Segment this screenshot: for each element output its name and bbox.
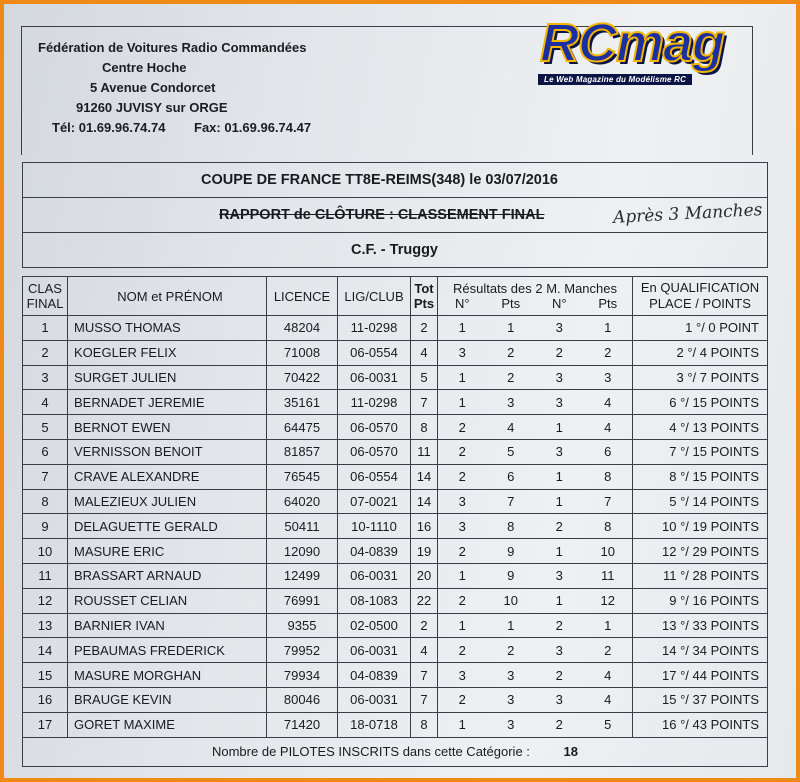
club-cell: 08-1083 — [338, 588, 411, 613]
club-cell: 06-0031 — [338, 638, 411, 663]
footer-label: Nombre de PILOTES INSCRITS dans cette Catégorie : — [211, 744, 530, 760]
total-points-cell: 19 — [411, 539, 438, 564]
event-title: COUPE DE FRANCE TT8E-REIMS(348) le 03/07/2016 — [201, 172, 558, 188]
name-cell: MUSSO THOMAS — [68, 316, 267, 341]
licence-cell: 50411 — [267, 514, 338, 539]
manche2-points: 4 — [604, 419, 612, 435]
table-row — [23, 539, 768, 564]
manche1-points: 5 — [507, 444, 515, 460]
manche1-points: 1 — [507, 617, 515, 633]
manche1-rank: 1 — [458, 717, 466, 733]
manche1-points: 8 — [507, 518, 515, 534]
club-cell: 06-0554 — [338, 464, 411, 489]
manche2-rank: 3 — [555, 692, 563, 708]
results-cell — [438, 563, 633, 588]
table-row — [23, 514, 768, 539]
qualification-cell: 6 °/ 15 POINTS — [633, 390, 768, 415]
manche2-rank: 3 — [555, 369, 563, 385]
total-header: Tot Pts — [411, 277, 438, 316]
results-cell — [438, 712, 633, 737]
total-points-cell: 16 — [411, 514, 438, 539]
manche2-rank: 2 — [555, 667, 563, 683]
results-cell — [438, 514, 633, 539]
manche2-rank: 2 — [555, 345, 563, 361]
licence-cell: 71008 — [267, 340, 338, 365]
manche2-rank: 2 — [555, 617, 563, 633]
total-points-cell: 14 — [411, 464, 438, 489]
tel-number: Tél: 01.69.96.74.74 — [52, 120, 166, 135]
rank-cell: 3 — [23, 365, 68, 390]
manche2-rank: 1 — [555, 419, 563, 435]
qualification-cell: 4 °/ 13 POINTS — [633, 415, 768, 440]
qualification-cell: 12 °/ 29 POINTS — [633, 539, 768, 564]
table-row — [23, 613, 768, 638]
licence-cell: 9355 — [267, 613, 338, 638]
manche1-rank: 2 — [458, 642, 466, 658]
address-line2: 5 Avenue Condorcet — [90, 80, 216, 95]
name-cell: BRAUGE KEVIN — [68, 687, 267, 712]
event-title-row — [23, 163, 767, 198]
licence-cell: 12499 — [267, 563, 338, 588]
rank-cell: 16 — [23, 687, 68, 712]
name-cell: MALEZIEUX JULIEN — [68, 489, 267, 514]
results-cell — [438, 439, 633, 464]
manche2-rank: 3 — [555, 568, 563, 584]
manche2-points: 4 — [604, 394, 612, 410]
rank-cell: 14 — [23, 638, 68, 663]
results-cell — [438, 687, 633, 712]
club-cell: 11-0298 — [338, 316, 411, 341]
results-cell — [438, 539, 633, 564]
manche2-rank: 1 — [555, 543, 563, 559]
manche2-rank: 2 — [555, 518, 563, 534]
rank-cell: 4 — [23, 390, 68, 415]
results-cell — [438, 663, 633, 688]
manche2-rank: 3 — [555, 642, 563, 658]
table-row — [23, 663, 768, 688]
results-cell — [438, 489, 633, 514]
manche2-points: 8 — [604, 469, 612, 485]
qualification-cell: 17 °/ 44 POINTS — [633, 663, 768, 688]
qualification-cell: 3 °/ 7 POINTS — [633, 365, 768, 390]
manche2-rank: 3 — [555, 394, 563, 410]
name-cell: VERNISSON BENOIT — [68, 439, 267, 464]
total-points-cell: 2 — [411, 316, 438, 341]
name-cell: KOEGLER FELIX — [68, 340, 267, 365]
manche1-points: 3 — [507, 394, 515, 410]
name-cell: MASURE ERIC — [68, 539, 267, 564]
manche2-points: 11 — [601, 568, 615, 584]
manche1-rank: 1 — [458, 568, 466, 584]
licence-cell: 81857 — [267, 439, 338, 464]
results-cell — [438, 365, 633, 390]
qualification-cell: 7 °/ 15 POINTS — [633, 439, 768, 464]
qualification-cell: 14 °/ 34 POINTS — [633, 638, 768, 663]
manche2-points: 2 — [604, 345, 612, 361]
name-cell: BRASSART ARNAUD — [68, 563, 267, 588]
name-cell: BERNADET JEREMIE — [68, 390, 267, 415]
qualification-cell: 16 °/ 43 POINTS — [633, 712, 768, 737]
club-cell: 06-0570 — [338, 439, 411, 464]
rcmag-logo — [532, 12, 790, 90]
manche1-rank: 1 — [458, 394, 466, 410]
manche2-points: 7 — [604, 493, 612, 509]
total-points-cell: 7 — [411, 390, 438, 415]
licence-cell: 64475 — [267, 415, 338, 440]
rank-cell: 17 — [23, 712, 68, 737]
rank-cell: 7 — [23, 464, 68, 489]
manche2-points: 4 — [604, 692, 612, 708]
manche2-points: 4 — [604, 667, 612, 683]
manche1-rank: 2 — [458, 543, 466, 559]
club-cell: 11-0298 — [338, 390, 411, 415]
name-cell: MASURE MORGHAN — [68, 663, 267, 688]
total-points-cell: 5 — [411, 365, 438, 390]
qualification-cell: 10 °/ 19 POINTS — [633, 514, 768, 539]
logo-wordmark: RCmag — [540, 13, 725, 73]
club-cell: 06-0554 — [338, 340, 411, 365]
address-line3: 91260 JUVISY sur ORGE — [76, 100, 228, 115]
results-table — [22, 276, 768, 767]
licence-cell: 71420 — [267, 712, 338, 737]
manche2-rank: 2 — [555, 717, 563, 733]
club-cell: 02-0500 — [338, 613, 411, 638]
qualification-cell: 2 °/ 4 POINTS — [633, 340, 768, 365]
rank-header: CLAS FINAL — [23, 277, 68, 316]
manche1-rank: 3 — [458, 345, 466, 361]
qualification-cell: 11 °/ 28 POINTS — [633, 563, 768, 588]
qualification-header: En QUALIFICATION PLACE / POINTS — [633, 277, 768, 316]
manche1-points: 2 — [507, 369, 515, 385]
results-cell — [438, 613, 633, 638]
licence-header: LICENCE — [267, 277, 338, 316]
total-points-cell: 11 — [411, 439, 438, 464]
org-name: Fédération de Voitures Radio Commandées — [38, 40, 307, 55]
manche1-rank: 3 — [458, 518, 466, 534]
manche2-points: 2 — [604, 642, 612, 658]
category-row — [23, 233, 767, 267]
footer-cell — [23, 737, 768, 766]
manche1-points: 7 — [507, 493, 515, 509]
table-row — [23, 563, 768, 588]
club-cell: 06-0031 — [338, 687, 411, 712]
results-cell — [438, 638, 633, 663]
manche2-points: 3 — [604, 369, 612, 385]
results-cell — [438, 415, 633, 440]
manche2-rank: 3 — [555, 320, 563, 336]
licence-cell: 79934 — [267, 663, 338, 688]
name-cell: GORET MAXIME — [68, 712, 267, 737]
results-cell — [438, 588, 633, 613]
qualification-cell: 13 °/ 33 POINTS — [633, 613, 768, 638]
club-cell: 10-1110 — [338, 514, 411, 539]
table-row — [23, 415, 768, 440]
rank-cell: 9 — [23, 514, 68, 539]
manche1-rank: 2 — [458, 469, 466, 485]
total-points-cell: 8 — [411, 415, 438, 440]
licence-cell: 12090 — [267, 539, 338, 564]
results-cell — [438, 390, 633, 415]
licence-cell: 76545 — [267, 464, 338, 489]
manche1-points: 1 — [507, 320, 515, 336]
manche1-points: 3 — [507, 692, 515, 708]
total-points-cell: 8 — [411, 712, 438, 737]
licence-cell: 76991 — [267, 588, 338, 613]
club-cell: 04-0839 — [338, 539, 411, 564]
total-points-cell: 14 — [411, 489, 438, 514]
address-line1: Centre Hoche — [102, 60, 187, 75]
header-row — [23, 277, 768, 316]
table-row — [23, 316, 768, 341]
club-cell: 06-0570 — [338, 415, 411, 440]
footer-row — [23, 737, 768, 766]
table-row — [23, 638, 768, 663]
manche1-rank: 2 — [458, 419, 466, 435]
results-body — [23, 316, 768, 738]
manche1-points: 9 — [507, 568, 515, 584]
manche2-rank: 1 — [555, 493, 563, 509]
manche2-points: 6 — [604, 444, 612, 460]
manche1-points: 6 — [507, 469, 515, 485]
name-cell: BERNOT EWEN — [68, 415, 267, 440]
table-row — [23, 588, 768, 613]
manche2-points: 8 — [604, 518, 612, 534]
qualification-cell: 1 °/ 0 POINT — [633, 316, 768, 341]
licence-cell: 79952 — [267, 638, 338, 663]
rank-cell: 12 — [23, 588, 68, 613]
rank-cell: 2 — [23, 340, 68, 365]
manche1-rank: 1 — [458, 617, 466, 633]
table-row — [23, 340, 768, 365]
manche1-points: 2 — [507, 345, 515, 361]
rank-cell: 6 — [23, 439, 68, 464]
qualification-cell: 5 °/ 14 POINTS — [633, 489, 768, 514]
total-points-cell: 7 — [411, 687, 438, 712]
name-header: NOM et PRÉNOM — [68, 277, 267, 316]
manche1-points: 10 — [503, 593, 518, 609]
manche1-rank: 1 — [458, 320, 466, 336]
handwritten-note: Après 3 Manches — [612, 200, 763, 228]
rank-cell: 13 — [23, 613, 68, 638]
logo-tagline: Le Web Magazine du Modélisme RC — [538, 74, 692, 85]
table-row — [23, 439, 768, 464]
club-cell: 04-0839 — [338, 663, 411, 688]
qualification-cell: 8 °/ 15 POINTS — [633, 464, 768, 489]
title-box — [22, 162, 768, 268]
manche2-rank: 1 — [555, 469, 563, 485]
manche2-points: 5 — [604, 717, 612, 733]
club-cell: 06-0031 — [338, 563, 411, 588]
manche1-rank: 2 — [458, 444, 466, 460]
manche1-points: 2 — [507, 642, 515, 658]
manche1-rank: 3 — [458, 667, 466, 683]
manche1-points: 3 — [507, 717, 515, 733]
report-title-row — [23, 198, 767, 233]
licence-cell: 70422 — [267, 365, 338, 390]
table-row — [23, 390, 768, 415]
name-cell: DELAGUETTE GERALD — [68, 514, 267, 539]
manche1-rank: 2 — [458, 692, 466, 708]
club-header: LIG/CLUB — [338, 277, 411, 316]
qualification-cell: 15 °/ 37 POINTS — [633, 687, 768, 712]
total-points-cell: 7 — [411, 663, 438, 688]
results-cell — [438, 340, 633, 365]
manche2-points: 1 — [604, 617, 612, 633]
rank-cell: 5 — [23, 415, 68, 440]
total-points-cell: 2 — [411, 613, 438, 638]
name-cell: BARNIER IVAN — [68, 613, 267, 638]
manche2-rank: 3 — [555, 444, 563, 460]
manche1-rank: 1 — [458, 369, 466, 385]
rank-cell: 8 — [23, 489, 68, 514]
name-cell: CRAVE ALEXANDRE — [68, 464, 267, 489]
results-cell — [438, 316, 633, 341]
manche2-rank: 1 — [555, 593, 563, 609]
total-points-cell: 22 — [411, 588, 438, 613]
manche1-points: 3 — [507, 667, 515, 683]
results-cell — [438, 464, 633, 489]
manche2-points: 10 — [600, 543, 615, 559]
results-header: Résultats des 2 M. Manches N° Pts N° Pts — [438, 277, 633, 316]
qualification-cell: 9 °/ 16 POINTS — [633, 588, 768, 613]
total-points-cell: 20 — [411, 563, 438, 588]
licence-cell: 64020 — [267, 489, 338, 514]
table-row — [23, 489, 768, 514]
table-row — [23, 712, 768, 737]
manche1-points: 9 — [507, 543, 515, 559]
manche1-rank: 2 — [458, 593, 466, 609]
pilot-count: 18 — [563, 744, 578, 760]
table-row — [23, 687, 768, 712]
club-cell: 06-0031 — [338, 365, 411, 390]
table-row — [23, 464, 768, 489]
name-cell: PEBAUMAS FREDERICK — [68, 638, 267, 663]
document-frame — [4, 4, 796, 778]
total-points-cell: 4 — [411, 638, 438, 663]
rank-cell: 11 — [23, 563, 68, 588]
manche2-points: 12 — [600, 593, 615, 609]
name-cell: SURGET JULIEN — [68, 365, 267, 390]
club-cell: 07-0021 — [338, 489, 411, 514]
licence-cell: 48204 — [267, 316, 338, 341]
total-points-cell: 4 — [411, 340, 438, 365]
manche1-rank: 3 — [458, 493, 466, 509]
name-cell: ROUSSET CELIAN — [68, 588, 267, 613]
table-row — [23, 365, 768, 390]
rank-cell: 10 — [23, 539, 68, 564]
manche1-points: 4 — [507, 419, 515, 435]
licence-cell: 80046 — [267, 687, 338, 712]
category-title: C.F. - Truggy — [351, 242, 438, 258]
report-title: RAPPORT de CLÔTURE : CLASSEMENT FINAL — [219, 207, 545, 223]
rank-cell: 1 — [23, 316, 68, 341]
fax-number: Fax: 01.69.96.74.47 — [194, 120, 312, 135]
rank-cell: 15 — [23, 663, 68, 688]
licence-cell: 35161 — [267, 390, 338, 415]
manche2-points: 1 — [604, 320, 612, 336]
club-cell: 18-0718 — [338, 712, 411, 737]
